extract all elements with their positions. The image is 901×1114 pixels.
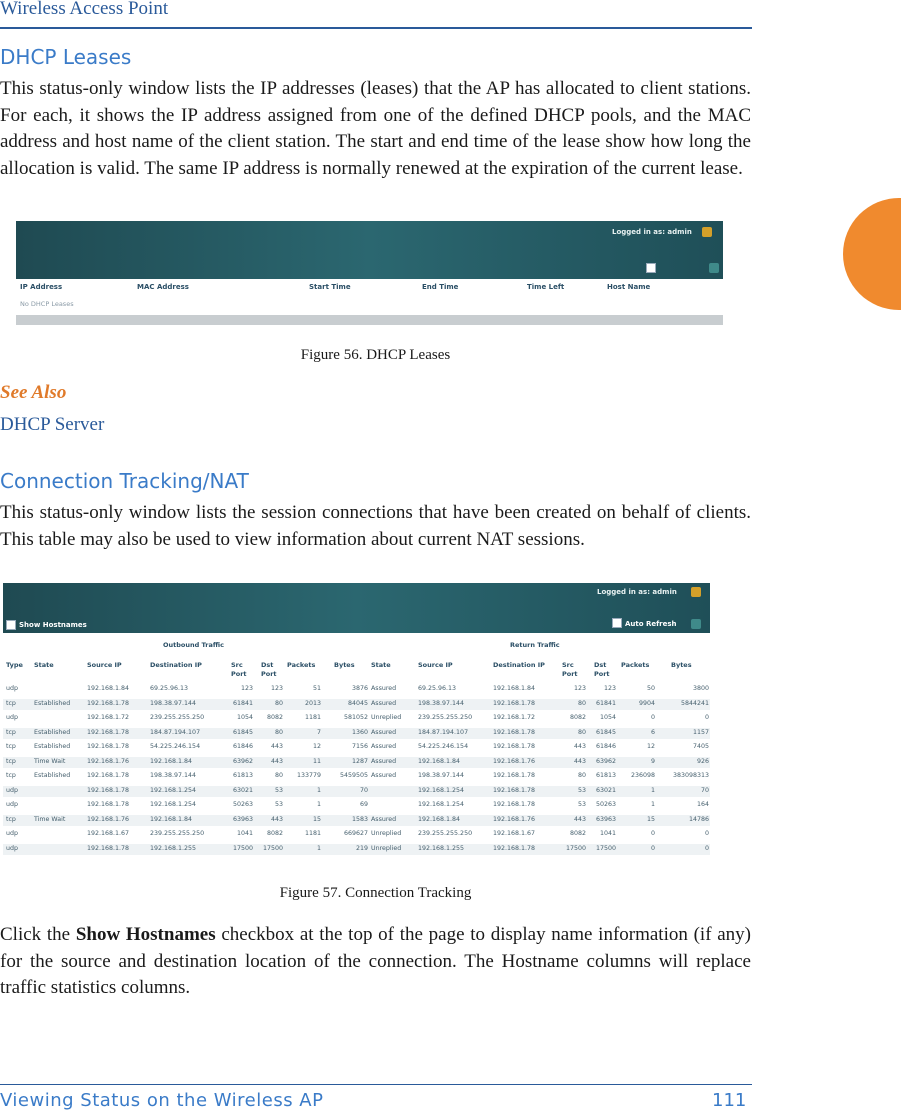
table-row — [3, 829, 710, 840]
table-cell: 63962 — [595, 757, 616, 765]
table-cell: Assured — [371, 757, 397, 765]
table-cell: 123 — [270, 685, 283, 692]
table-cell: tcp — [6, 757, 16, 765]
table-row — [3, 800, 710, 811]
table-cell: 7405 — [692, 743, 709, 750]
dhcp-leases-screenshot — [16, 221, 723, 325]
table-cell: 192.168.1.78 — [493, 786, 536, 794]
table-cell: 0 — [650, 830, 655, 837]
table-cell: Assured — [371, 685, 397, 692]
table-cell: 184.87.194.107 — [418, 728, 469, 736]
table-cell: 17500 — [595, 844, 616, 852]
table-cell: 1360 — [351, 728, 368, 736]
table-cell: 581052 — [343, 714, 368, 721]
table-cell: 0 — [704, 714, 709, 721]
login-status: Logged in as: admin — [597, 588, 677, 596]
table-cell: 198.38.97.144 — [418, 772, 465, 779]
table-cell: 198.38.97.144 — [150, 772, 197, 779]
table-cell: 63021 — [232, 786, 253, 794]
column-header: Source IP — [418, 661, 453, 669]
table-cell: udp — [6, 685, 18, 692]
table-cell: 54.225.246.154 — [150, 743, 201, 750]
table-cell: 17500 — [262, 844, 283, 852]
table-cell: 192.168.1.76 — [493, 757, 536, 765]
table-cell: 192.168.1.78 — [87, 786, 130, 794]
page-number: 111 — [712, 1090, 747, 1111]
dhcp-leases-heading: DHCP Leases — [0, 45, 132, 69]
column-header: State — [371, 661, 391, 669]
column-header: Destination IP — [150, 661, 202, 669]
table-cell: 7 — [316, 728, 321, 736]
connection-tracking-heading: Connection Tracking/NAT — [0, 469, 249, 493]
table-row — [3, 786, 710, 797]
auto-refresh-checkbox[interactable] — [646, 263, 656, 273]
table-cell: 123 — [240, 685, 253, 692]
header-divider — [0, 27, 752, 29]
table-cell: 63963 — [232, 815, 253, 823]
table-cell: Unreplied — [371, 830, 402, 837]
column-start-time: Start Time — [309, 283, 351, 291]
auto-refresh-checkbox[interactable] — [612, 618, 622, 628]
table-cell: 1 — [316, 786, 321, 794]
show-hostnames-instructions — [0, 922, 751, 1002]
connection-tracking-description: This status-only window lists the session connections that have been created on behalf of clients. This table may also be used to view information about current NAT sessions. — [0, 502, 751, 550]
table-cell: 14786 — [688, 815, 709, 823]
table-cell: 192.168.1.78 — [87, 772, 130, 779]
table-cell: 383098313 — [672, 772, 709, 779]
table-cell: Established — [34, 772, 71, 779]
column-ip-address: IP Address — [20, 283, 63, 291]
table-cell: Assured — [371, 815, 397, 823]
table-cell: 80 — [274, 728, 283, 736]
table-cell: 198.38.97.144 — [150, 699, 197, 707]
table-cell: 192.168.1.78 — [493, 844, 536, 852]
table-cell: 192.168.1.78 — [87, 728, 130, 736]
page-header-title: Wireless Access Point — [0, 0, 169, 19]
table-cell: 12 — [312, 743, 321, 750]
table-cell: 443 — [573, 743, 586, 750]
table-cell: 15 — [312, 815, 321, 823]
table-cell: 123 — [573, 685, 586, 692]
table-cell: 54.225.246.154 — [418, 743, 469, 750]
table-cell: 0 — [650, 714, 655, 721]
table-cell: 192.168.1.67 — [493, 830, 536, 837]
table-cell: 192.168.1.78 — [493, 728, 536, 736]
table-cell: Established — [34, 743, 71, 750]
instructions-text-start: Click the — [0, 924, 76, 945]
table-cell: 164 — [696, 801, 709, 808]
table-cell: 184.87.194.107 — [150, 728, 201, 736]
table-cell: 192.168.1.84 — [418, 815, 461, 823]
table-cell: 192.168.1.84 — [150, 815, 193, 823]
table-cell: tcp — [6, 815, 16, 823]
table-cell: 50 — [646, 685, 655, 692]
table-cell: 1 — [316, 844, 321, 852]
table-cell: 2013 — [304, 699, 321, 707]
table-cell: Assured — [371, 699, 397, 707]
table-cell: 17500 — [565, 844, 586, 852]
table-row — [3, 844, 710, 855]
table-cell: 192.168.1.84 — [150, 757, 193, 765]
table-cell: 192.168.1.76 — [87, 815, 130, 823]
table-cell: udp — [6, 786, 18, 794]
table-cell: 17500 — [232, 844, 253, 852]
login-status: Logged in as: admin — [612, 228, 692, 236]
table-cell: tcp — [6, 728, 16, 736]
column-header: Packets — [287, 661, 316, 669]
table-cell: 63962 — [232, 757, 253, 765]
table-cell: 51 — [312, 685, 321, 692]
orange-chapter-tab — [843, 198, 901, 310]
table-cell: 239.255.255.250 — [418, 830, 473, 837]
auto-refresh-label: Auto Refresh — [625, 620, 677, 628]
table-cell: 443 — [270, 757, 283, 765]
table-cell: 239.255.255.250 — [150, 714, 205, 721]
table-cell: tcp — [6, 699, 16, 707]
table-cell: 192.168.1.78 — [87, 743, 130, 750]
table-cell: udp — [6, 844, 18, 852]
footer-section-title: Viewing Status on the Wireless AP — [0, 1090, 324, 1111]
table-cell: 192.168.1.76 — [493, 815, 536, 823]
show-hostnames-checkbox[interactable] — [6, 620, 16, 630]
column-header: Type — [6, 661, 23, 669]
dhcp-server-link[interactable]: DHCP Server — [0, 414, 105, 435]
table-cell: udp — [6, 801, 18, 808]
table-cell: 1 — [650, 786, 655, 794]
table-cell: 50263 — [232, 801, 253, 808]
table-cell: Assured — [371, 743, 397, 750]
column-header: Src Port — [562, 661, 578, 678]
table-cell: 192.168.1.67 — [87, 830, 130, 837]
table-cell: 6 — [650, 728, 655, 736]
logout-button[interactable] — [691, 587, 701, 597]
table-row — [3, 684, 710, 695]
table-cell: 3800 — [692, 685, 709, 692]
figure-57-caption: Figure 57. Connection Tracking — [279, 885, 472, 901]
footer-divider — [0, 1084, 752, 1085]
table-cell: 15 — [646, 815, 655, 823]
table-cell: 80 — [274, 772, 283, 779]
table-cell: 1054 — [599, 714, 616, 721]
table-cell: 192.168.1.76 — [87, 757, 130, 765]
table-cell: 61846 — [595, 743, 616, 750]
table-cell: 50263 — [595, 801, 616, 808]
outbound-traffic-label: Outbound Traffic — [163, 641, 224, 649]
table-cell: 11 — [312, 757, 321, 765]
table-cell: 192.168.1.255 — [418, 844, 465, 852]
instructions-bold-term: Show Hostnames — [75, 924, 216, 945]
table-cell: 3876 — [351, 685, 368, 692]
table-cell: 63021 — [595, 786, 616, 794]
table-cell: 192.168.1.254 — [418, 786, 465, 794]
table-cell: 61841 — [595, 699, 616, 707]
table-cell: 133779 — [296, 772, 321, 779]
table-cell: 192.168.1.78 — [87, 844, 130, 852]
table-cell: 1041 — [236, 830, 253, 837]
column-header: Dst Port — [261, 661, 277, 678]
table-cell: 192.168.1.78 — [493, 743, 536, 750]
table-cell: 69.25.96.13 — [150, 685, 189, 692]
table-cell: 1041 — [599, 830, 616, 837]
instructions-text-end: checkbox at the top of the page to display name information (if any) for the source and destination location of the connection. The Hostname columns will replace traffic statistics columns. — [0, 924, 751, 998]
table-cell: 9904 — [638, 699, 655, 707]
table-cell: Established — [34, 728, 71, 736]
figure-56-caption: Figure 56. DHCP Leases — [300, 347, 451, 363]
table-cell: 1 — [316, 801, 321, 808]
column-mac-address: MAC Address — [137, 283, 189, 291]
table-cell: 1157 — [692, 728, 709, 736]
column-header: Dst Port — [594, 661, 610, 678]
column-header: State — [34, 661, 54, 669]
column-time-left: Time Left — [527, 283, 565, 291]
show-hostnames-label: Show Hostnames — [19, 621, 87, 629]
table-row — [3, 815, 710, 826]
table-cell: 0 — [704, 830, 709, 837]
table-cell: 53 — [577, 786, 586, 794]
table-cell: 192.168.1.84 — [493, 685, 536, 692]
table-cell: 80 — [577, 699, 586, 707]
table-cell: 69.25.96.13 — [418, 685, 457, 692]
table-row — [3, 699, 710, 710]
table-cell: udp — [6, 830, 18, 837]
logout-button[interactable] — [702, 227, 712, 237]
table-cell: 1583 — [351, 815, 368, 823]
table-cell: 192.168.1.254 — [418, 801, 465, 808]
column-header: Packets — [621, 661, 650, 669]
table-cell: 80 — [577, 772, 586, 779]
table-cell: tcp — [6, 743, 16, 750]
table-cell: tcp — [6, 772, 16, 779]
table-cell: 198.38.97.144 — [418, 699, 465, 707]
table-cell: 61813 — [232, 772, 253, 779]
table-cell: udp — [6, 714, 18, 721]
column-header: Bytes — [334, 661, 355, 669]
table-cell: Assured — [371, 728, 397, 736]
table-cell: 926 — [696, 757, 709, 765]
table-cell: 219 — [355, 844, 368, 852]
column-header: Source IP — [87, 661, 122, 669]
see-also-label: See Also — [0, 382, 67, 403]
table-cell: 236098 — [630, 772, 655, 779]
empty-leases-message: No DHCP Leases — [20, 300, 74, 308]
table-cell: 8082 — [266, 830, 283, 837]
table-cell: 192.168.1.255 — [150, 844, 197, 852]
table-cell: 192.168.1.78 — [87, 699, 130, 707]
table-cell: 239.255.255.250 — [418, 714, 473, 721]
table-cell: 123 — [603, 685, 616, 692]
table-cell: 5459505 — [339, 772, 368, 779]
connections-table-body — [3, 684, 710, 864]
return-traffic-label: Return Traffic — [510, 641, 560, 649]
table-cell: 70 — [359, 786, 368, 794]
table-cell: 53 — [577, 801, 586, 808]
table-cell: 61845 — [232, 728, 253, 736]
table-cell: 443 — [270, 743, 283, 750]
table-cell: 12 — [646, 743, 655, 750]
table-cell: 669627 — [343, 830, 368, 837]
table-cell: 192.168.1.84 — [87, 685, 130, 692]
table-cell: 0 — [650, 844, 655, 852]
table-row — [3, 771, 710, 782]
table-cell: 192.168.1.78 — [87, 801, 130, 808]
table-cell: 192.168.1.84 — [418, 757, 461, 765]
table-cell: 192.168.1.254 — [150, 801, 197, 808]
table-cell: 9 — [650, 757, 655, 765]
table-cell: 1 — [650, 801, 655, 808]
column-end-time: End Time — [422, 283, 459, 291]
table-row — [3, 713, 710, 724]
table-footer-bar — [16, 315, 723, 325]
table-cell: 1054 — [236, 714, 253, 721]
table-cell: 192.168.1.78 — [493, 699, 536, 707]
table-cell: 80 — [274, 699, 283, 707]
table-row — [3, 728, 710, 739]
table-cell: 61845 — [595, 728, 616, 736]
table-cell: 192.168.1.78 — [493, 772, 536, 779]
table-cell: 53 — [274, 801, 283, 808]
table-cell: 7156 — [351, 743, 368, 750]
table-cell: 84045 — [347, 699, 368, 707]
table-cell: 1181 — [304, 830, 321, 837]
table-row — [3, 742, 710, 753]
table-cell: 8082 — [266, 714, 283, 721]
table-cell: 63963 — [595, 815, 616, 823]
refresh-icon[interactable] — [709, 263, 719, 273]
table-cell: Time Wait — [34, 757, 66, 765]
table-cell: 192.168.1.72 — [87, 714, 130, 721]
table-cell: 443 — [573, 815, 586, 823]
table-cell: 61846 — [232, 743, 253, 750]
table-cell: 8082 — [569, 830, 586, 837]
table-cell: 1287 — [351, 757, 368, 765]
table-cell: Unreplied — [371, 844, 402, 852]
table-cell: 192.168.1.78 — [493, 801, 536, 808]
column-header: Bytes — [671, 661, 692, 669]
connection-tracking-screenshot — [3, 583, 710, 873]
table-cell: 61813 — [595, 772, 616, 779]
table-cell: 70 — [700, 786, 709, 794]
table-cell: 192.168.1.72 — [493, 714, 536, 721]
column-header: Destination IP — [493, 661, 545, 669]
table-cell: 61841 — [232, 699, 253, 707]
table-cell: Unreplied — [371, 714, 402, 721]
table-cell: 69 — [359, 801, 368, 808]
table-cell: 5844241 — [680, 699, 709, 707]
column-host-name: Host Name — [607, 283, 651, 291]
refresh-icon[interactable] — [691, 619, 701, 629]
dhcp-leases-description: This status-only window lists the IP addresses (leases) that the AP has allocated to client stations. For each, it shows the IP address assigned from one of the defined DHCP pools, and the MAC address and host name of the client station. The start and end time of the lease show how long the allocation is valid. The same IP address is normally renewed at the expiration of the current lease. — [0, 78, 751, 179]
table-cell: 80 — [577, 728, 586, 736]
table-cell: Time Wait — [34, 815, 66, 823]
column-header: Src Port — [231, 661, 247, 678]
table-cell: 1181 — [304, 714, 321, 721]
table-cell: 239.255.255.250 — [150, 830, 205, 837]
table-cell: 0 — [704, 844, 709, 852]
table-cell: 8082 — [569, 714, 586, 721]
table-cell: 192.168.1.254 — [150, 786, 197, 794]
table-cell: 443 — [573, 757, 586, 765]
table-cell: Assured — [371, 772, 397, 779]
table-row — [3, 757, 710, 768]
table-cell: Established — [34, 699, 71, 707]
table-cell: 53 — [274, 786, 283, 794]
table-cell: 443 — [270, 815, 283, 823]
